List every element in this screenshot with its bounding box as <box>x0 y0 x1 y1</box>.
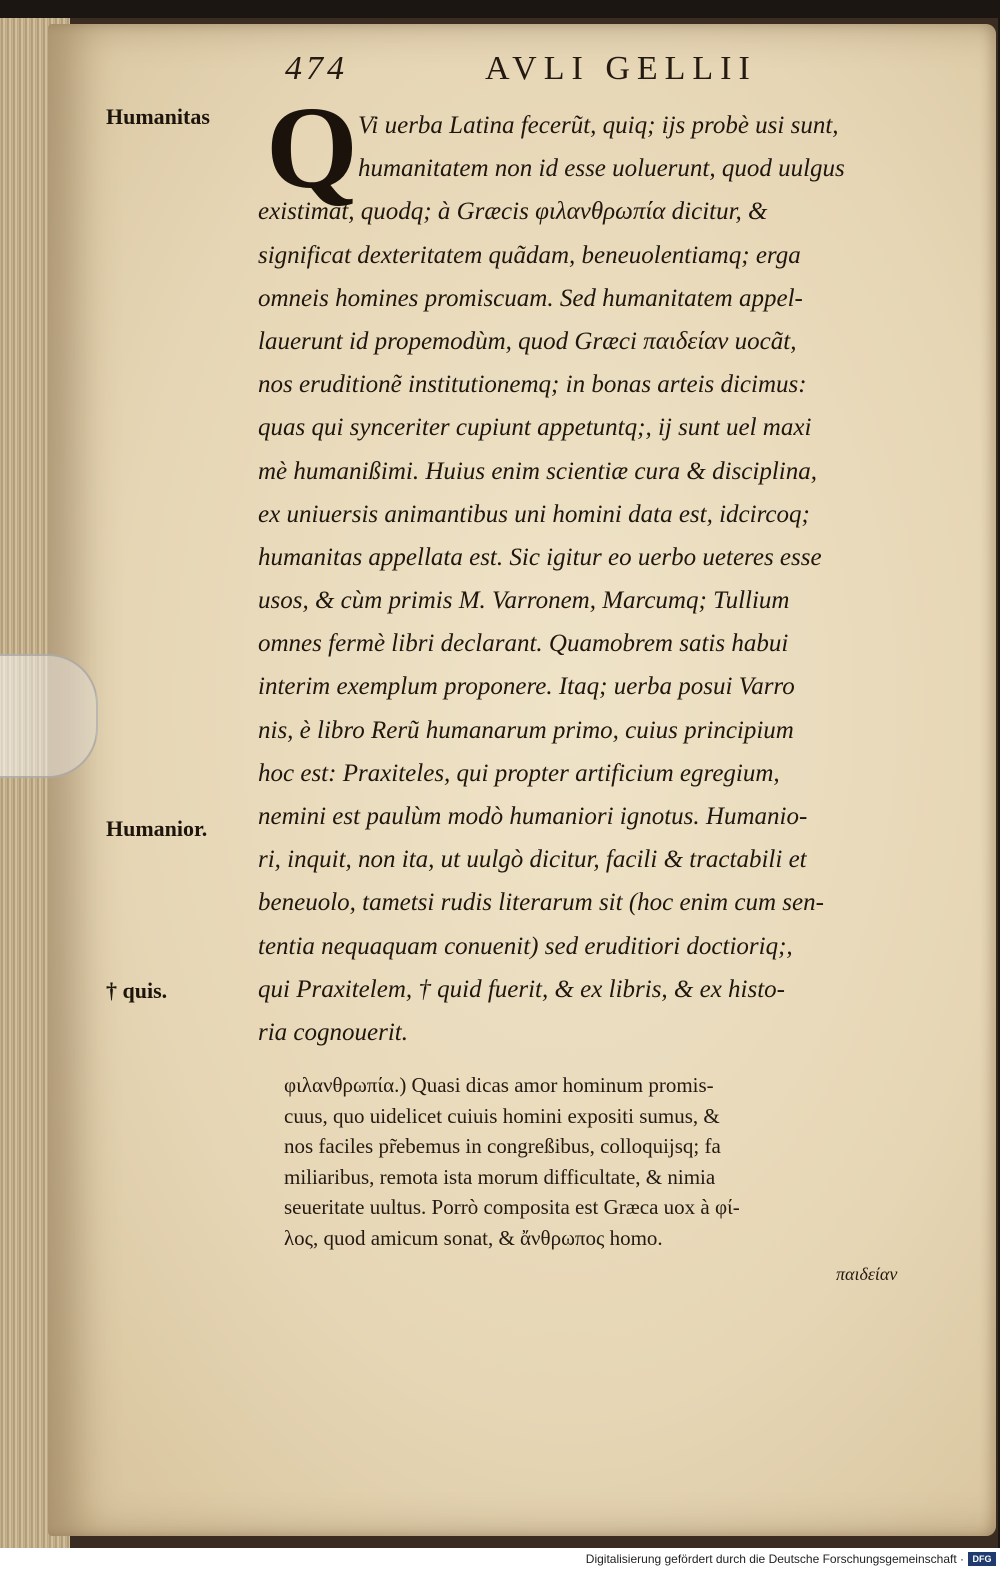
text-line: qui Praxitelem, † quid fuerit, & ex libris, & ex histo- <box>258 975 786 1003</box>
text-line: nos eruditionẽ institutionemq; in bonas arteis dicimus: <box>258 371 807 399</box>
text-line: existimat, quodq; à Græcis φιλανθρωπία dicitur, & <box>258 198 768 226</box>
text-line: ri, inquit, non ita, ut uulgò dicitur, facili & tractabili et <box>258 846 807 874</box>
text-line: omnes fermè libri declarant. Quamobrem satis habui <box>258 630 789 658</box>
text-line: nis, è libro Rerũ humanarum primo, cuius principium <box>258 716 794 744</box>
margin-note-humanitas: Humanitas <box>106 104 210 129</box>
text-line: usos, & cùm primis M. Varronem, Marcumq; Tullium <box>258 587 790 615</box>
text-line: tentia nequaquam conuenit) sed eruditiori doctioriq;, <box>258 932 793 960</box>
text-line: nemini est paulùm modò humaniori ignotus. Humanio- <box>258 803 808 830</box>
commentary-line: miliaribus, remota ista morum difficultate, & nimia <box>284 1164 716 1189</box>
main-text <box>258 104 948 1054</box>
commentary-line: cuus, quo uidelicet cuiuis homini expositi sumus, & <box>284 1103 720 1128</box>
catchword: παιδείαν <box>836 1264 898 1284</box>
commentary-line: seueritate uultus. Porrò composita est Græca uox à φί- <box>284 1195 740 1219</box>
page-header <box>285 50 805 94</box>
text-line: lauerunt id propemodùm, quod Græci παιδείαν uocãt, <box>258 327 797 355</box>
margin-note-quis: † quis. <box>106 978 168 1003</box>
page-clip <box>0 654 98 778</box>
commentary <box>284 1070 944 1253</box>
text-line: quas qui synceriter cupiunt appetuntq;, ij sunt uel maxi <box>258 414 812 442</box>
text-line: ex uniuersis animantibus uni homini data est, idcircoq; <box>258 500 810 528</box>
commentary-line: φιλανθρωπία.) Quasi dicas amor hominum promis- <box>284 1073 714 1097</box>
text-line: hoc est: Praxiteles, qui propter artificium egregium, <box>258 759 780 787</box>
footer-credit: Digitalisierung gefördert durch die Deutsche Forschungsgemeinschaft · <box>585 1552 964 1566</box>
margin-note-humanior: Humanior. <box>106 816 208 841</box>
text-line: significat dexteritatem quãdam, beneuolentiamq; erga <box>258 241 801 269</box>
text-line: beneuolo, tametsi rudis literarum sit (hoc enim cum sen- <box>258 889 824 917</box>
text-line: mè humanißimi. Huius enim scientiæ cura & disciplina, <box>258 457 817 485</box>
page-number: 474 <box>285 50 348 87</box>
text-line: Vi uerba Latina fecerũt, quiq; ijs probè usi sunt, <box>358 112 839 139</box>
dfg-logo-icon: DFG <box>968 1552 996 1566</box>
commentary-line: λος, quod amicum sonat, & ἄνθρωπος homo. <box>284 1225 663 1250</box>
digitization-footer <box>0 1548 1000 1570</box>
text-line: ria cognouerit. <box>258 1018 408 1046</box>
text-line: humanitas appellata est. Sic igitur eo uerbo ueteres esse <box>258 543 822 571</box>
text-line: omneis homines promiscuam. Sed humanitatem appel- <box>258 284 803 312</box>
text-line: humanitatem non id esse uoluerunt, quod uulgus <box>358 155 845 183</box>
text-line: interim exemplum proponere. Itaq; uerba posui Varro <box>258 673 795 701</box>
commentary-line: nos faciles pr̃ebemus in congreßibus, colloquijsq; fa <box>284 1134 721 1158</box>
drop-cap: Q <box>266 82 358 213</box>
running-title: AVLI GELLII <box>485 50 757 87</box>
